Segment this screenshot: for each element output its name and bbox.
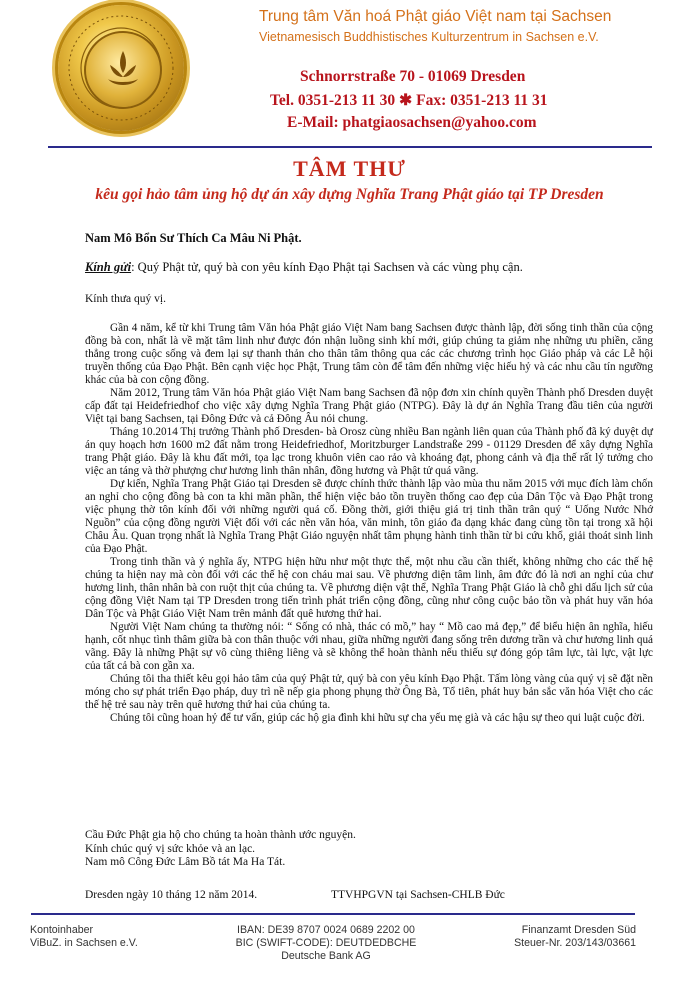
paragraph: Tháng 10.2014 Thị trưởng Thành phố Dresden- bà Orosz cùng nhiều Ban ngành liên quan của Thành phố đã ký duyệt dự án quy hoạch hơn 1600 m2 đất nằm trong Heidefriedhof, Moritzburger Landstraße 299 - 01129 Dresden để xây dựng Nghĩa trang Phật giáo. Đây là khu đất mới, tọa lạc trong khuôn viên cao rảo và khoáng đạt, phong cảnh và địa thế rất lý tưởng cho việc an táng và thờ phượng chư hương linh thân nhân, đồng hương và Phật tử quá vãng.	[85, 426, 653, 477]
footer-text: IBAN: DE39 8707 0024 0689 2202 00	[237, 924, 415, 936]
recipient-label: Kính gửi	[85, 260, 132, 274]
letter-subtitle: kêu gọi hảo tâm ủng hộ dự án xây dựng Nghĩa Trang Phật giáo tại TP Dresden	[95, 186, 604, 203]
paragraph: Gần 4 năm, kể từ khi Trung tâm Văn hóa Phật giáo Việt Nam bang Sachsen được thành lập, đời sống tinh thần của cộng đồng bà con, nhất là về mặt tâm linh như được đón nhận luồng sinh khí mới, giúp chúng ta giảm nhẹ những ưu phiền, căng thẳng trong cuộc sống và đem lại sự thanh thản cho thân tâm thông qua các các chương trình học Giáo pháp và các Lễ hội truyền thống của Đạo Phật. Bên cạnh việc học Phật, Trung tâm còn để tâm đến những việc hiếu hỷ và các nhu cầu tín ngưỡng khác của bà con cộng đồng.	[85, 322, 653, 386]
recipient-line	[85, 261, 653, 274]
salutation: Nam Mô Bổn Sư Thích Ca Mâu Ni Phật.	[85, 231, 302, 245]
lotus-icon	[104, 47, 142, 91]
phone-fax-line	[270, 91, 547, 110]
signature: TTVHPGVN tại Sachsen-CHLB Đức	[331, 889, 505, 901]
footer-text: Steuer-Nr. 203/143/03661	[514, 937, 636, 949]
logo-seal	[58, 5, 184, 131]
closing-line: Nam mô Công Đức Lâm Bồ tát Ma Ha Tát.	[85, 856, 286, 868]
closing-line: Cầu Đức Phật gia hộ cho chúng ta hoàn thành ước nguyện.	[85, 829, 356, 841]
org-name-german: Vietnamesisch Buddhistisches Kulturzentrum in Sachsen e.V.	[259, 30, 599, 44]
footer-account-holder	[30, 924, 138, 950]
footer-text: Deutsche Bank AG	[281, 950, 371, 962]
date-line: Dresden ngày 10 tháng 12 năm 2014.	[85, 889, 258, 901]
paragraph: Chúng tôi cũng hoan hỷ để tư vấn, giúp các hộ gia đình khi hữu sự cha yếu mẹ già và các hậu sự theo qui luật cuộc đời.	[110, 712, 645, 724]
footer-text: Finanzamt Dresden Süd	[521, 924, 636, 936]
closing-line: Kính chúc quý vị sức khỏe và an lạc.	[85, 842, 256, 855]
header-divider	[48, 146, 652, 148]
footer-text: ViBuZ. in Sachsen e.V.	[30, 937, 138, 949]
fax: Fax: 0351-213 11 31	[416, 92, 548, 109]
footer-tax-info	[486, 924, 636, 950]
org-name-vietnamese: Trung tâm Văn hoá Phật giáo Việt nam tại Sachsen	[259, 8, 612, 25]
letter-title: TÂM THƯ	[293, 156, 406, 181]
footer-divider	[31, 913, 635, 915]
footer-text: Kontoinhaber	[30, 924, 94, 936]
footer-text: BIC (SWIFT-CODE): DEUTDEDBCHE	[235, 937, 417, 949]
address: Schnorrstraße 70 - 01069 Dresden	[300, 68, 526, 85]
paragraph: Chúng tôi tha thiết kêu gọi hảo tâm của quý Phật tử, quý bà con yêu kính Đạo Phật. Tấm lòng vàng của quý vị sẽ đặt nền móng cho sự phát triển Đạo pháp, duy trì nề nếp gia phong phụng thờ Ông Bà, Tổ tiên, phát huy bản sắc văn hóa Việt cho các thế hệ trẻ sau này trên quê hương thứ hai của chúng ta.	[85, 673, 653, 711]
footer-bank-details	[214, 924, 438, 963]
star-icon: ✱	[399, 92, 413, 109]
recipient-text: : Quý Phật tử, quý bà con yêu kính Đạo Phật tại Sachsen và các vùng phụ cận.	[131, 260, 523, 274]
closing-block	[85, 829, 653, 870]
date-signature-line	[85, 889, 653, 902]
paragraph: Người Việt Nam chúng ta thường nói: “ Sống có nhà, thác có mồ,” hay “ Mồ cao mả đẹp,” để biểu hiện ân nghĩa, hiếu hạnh, cốt nhục tình thâm giữa bà con thân thuộc với nhau, giữa những người đang sống trên dương trần và chư hương linh quá vãng. Đây là những Phật sự vô cùng thiêng liêng và sẽ không thể hoàn thành nếu thiếu sự đóng góp tâm lực, tài lực, vật lực của tất cả bà con gần xa.	[85, 621, 653, 672]
paragraph: Dự kiến, Nghĩa Trang Phật Giáo tại Dresden sẽ được chính thức thành lập vào mùa thu năm 2015 với mục đích làm chốn an nghỉ cho cộng đồng bà con ta khi mãn phần, thể hiện việc bảo tồn truyền thống cao đẹp của Dân Tộc và Đạo Phật trong việc phụng thờ tôn kính đối với những người quá cố. Đồng thời, giới thiệu giá trị tinh thần trân quý “ Uống Nước Nhớ Nguồn” của cộng đồng người Việt đối với các nền văn hóa, văn minh, tôn giáo đa dạng khác đang cùng tồn tại trong xã hội Châu Âu. Quan trọng nhất là Nghĩa Trang Phật Giáo nguyện nhất tâm phụng hành tinh thần từ bi cứu khổ, giải thoát sinh linh của Đạo Phật.	[85, 478, 653, 555]
letter-body	[85, 322, 653, 725]
logo-emblem	[84, 31, 162, 109]
paragraph: Năm 2012, Trung tâm Văn hóa Phật giáo Việt Nam bang Sachsen đã nộp đơn xin chính quyền Thành phố Dresden duyệt cấp đất tại Heidefriedhof cho việc xây dựng Nghĩa Trang Phật giáo (NTPG). Đây là dự án Nghĩa Trang đầu tiên của người Việt tại bang Sachsen, tại Đông Đức và cả Đông Âu nói chung.	[85, 387, 653, 425]
greeting: Kính thưa quý vị.	[85, 293, 166, 305]
phone: Tel. 0351-213 11 30	[270, 92, 396, 109]
paragraph: Trong tinh thần và ý nghĩa ấy, NTPG hiện hữu như một thực thể, một nhu cầu cần thiết, không những cho các thế hệ chúng ta hiện nay mà còn đối với các thế hệ con cháu mai sau. Về phương diện tâm linh, âm đức đó là nơi an nghỉ của chư hương linh, thân nhân bà con ruột thịt của chúng ta. Về phương diện vật thể, Nghĩa Trang Phật Giáo là chỗ ghi dấu lịch sử của cộng đồng Việt Nam tại TP Dresden trong tiến trình phát triển cộng đồng, cũng như công cuộc bảo tồn và phát huy văn hóa Dân Tộc và Phật Giáo Việt Nam trên mảnh đất quê hương thứ hai.	[85, 556, 653, 620]
email: E-Mail: phatgiaosachsen@yahoo.com	[287, 114, 537, 131]
